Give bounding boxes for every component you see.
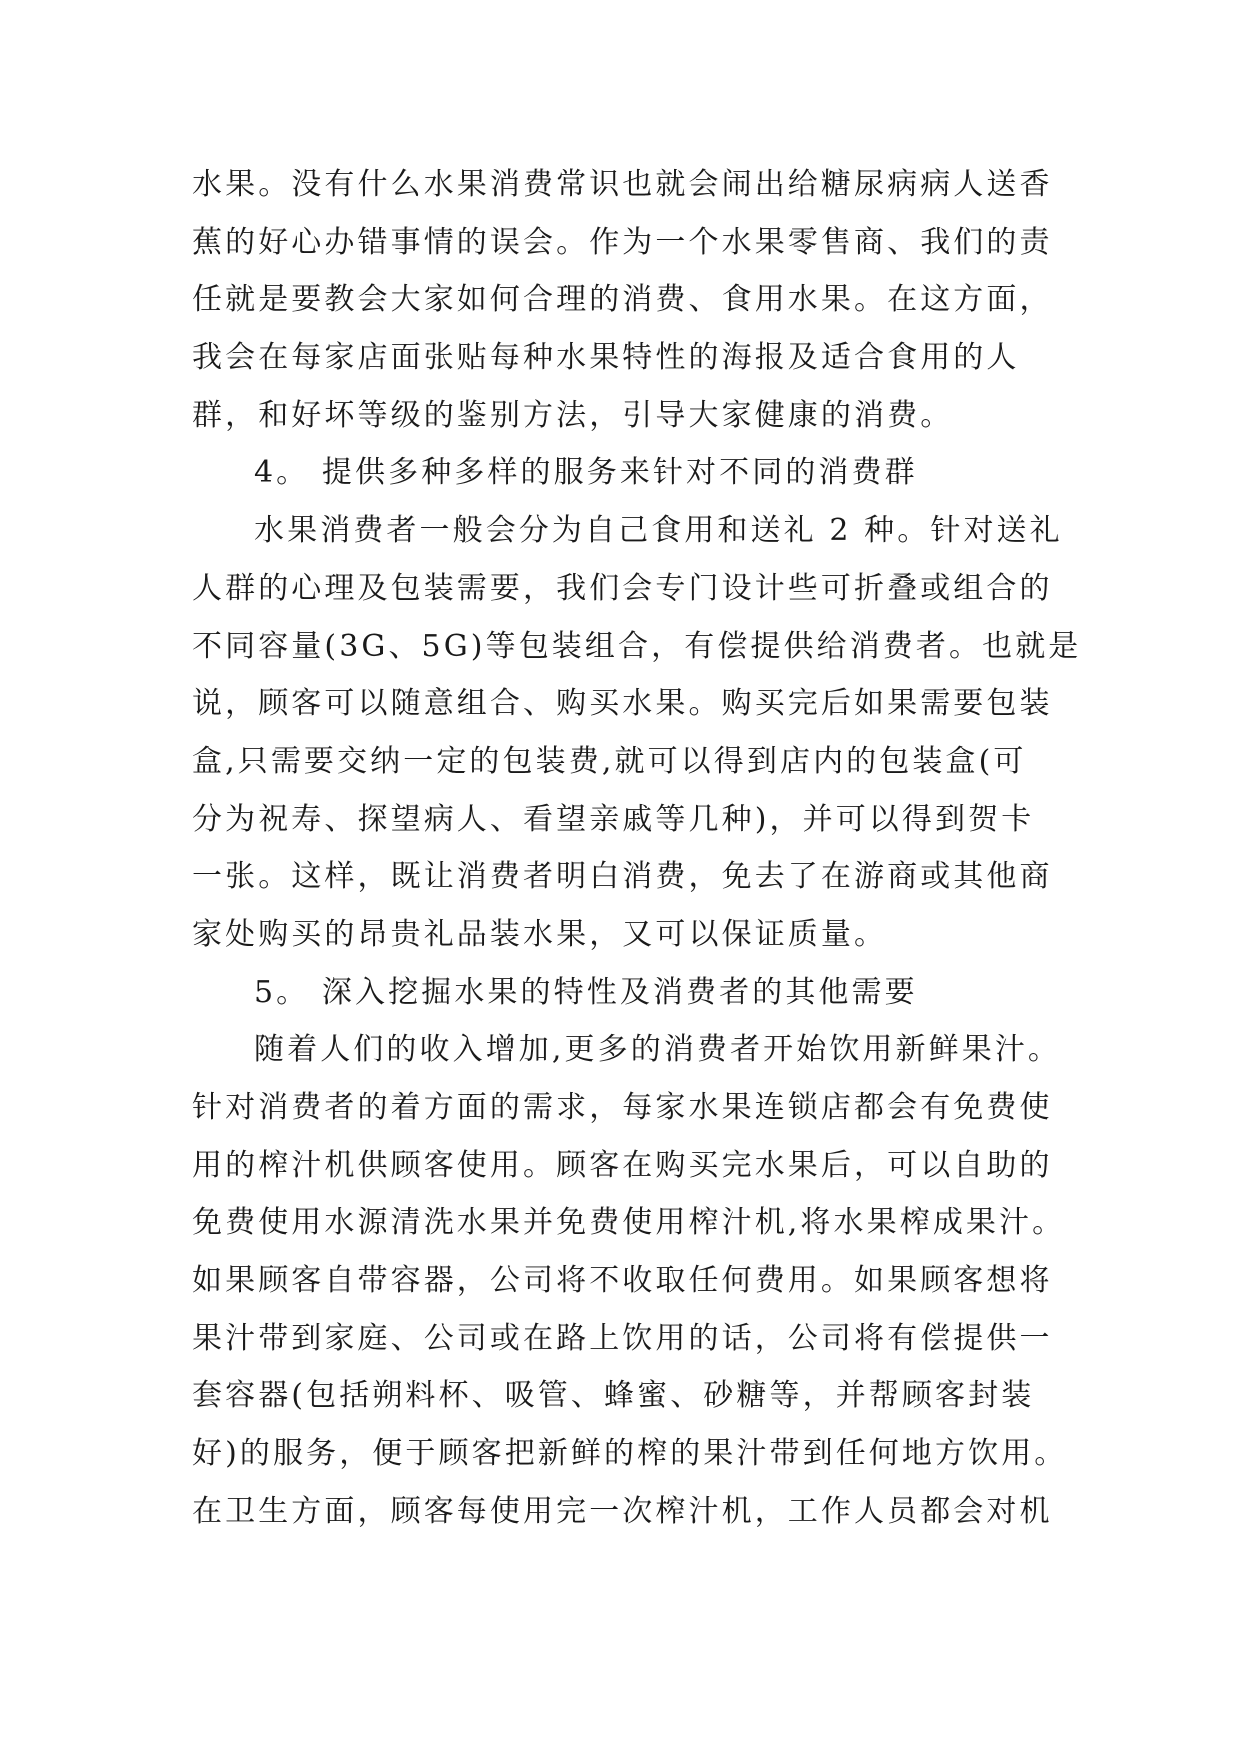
body-text xyxy=(192,156,1082,1541)
text-line: 4。 提供多种多样的服务来针对不同的消费群 xyxy=(254,455,918,491)
text-line: 人群的心理及包装需要，我们会专门设计些可折叠或组合的 xyxy=(192,570,1053,606)
text-line: 随着人们的收入增加,更多的消费者开始饮用新鲜果汁。 xyxy=(254,1032,1062,1068)
text-line: 分为祝寿、探望病人、看望亲戚等几种)，并可以得到贺卡 xyxy=(192,801,1035,837)
text-line: 用的榨汁机供顾客使用。顾客在购买完水果后，可以自助的 xyxy=(192,1147,1053,1183)
text-line: 如果顾客自带容器，公司将不收取任何费用。如果顾客想将 xyxy=(192,1263,1053,1299)
text-line: 套容器(包括朔料杯、吸管、蜂蜜、砂糖等，并帮顾客封装 xyxy=(192,1378,1035,1414)
text-line: 果汁带到家庭、公司或在路上饮用的话，公司将有偿提供一 xyxy=(192,1320,1053,1356)
text-line: 水果。没有什么水果消费常识也就会闹出给糖尿病病人送香 xyxy=(192,167,1053,202)
text-line: 针对消费者的着方面的需求，每家水果连锁店都会有免费使 xyxy=(192,1090,1053,1125)
text-line: 说，顾客可以随意组合、购买水果。购买完后如果需要包装 xyxy=(192,686,1053,722)
text-line: 5。 深入挖掘水果的特性及消费者的其他需要 xyxy=(254,974,918,1010)
text-line: 水果消费者一般会分为自己食用和送礼 2 种。针对送礼 xyxy=(254,513,1063,549)
text-line: 群，和好坏等级的鉴别方法，引导大家健康的消费。 xyxy=(192,397,954,433)
text-line: 家处购买的昂贵礼品装水果，又可以保证质量。 xyxy=(192,916,888,952)
text-line: 任就是要教会大家如何合理的消费、食用水果。在这方面， xyxy=(192,282,1053,318)
text-line: 好)的服务，便于顾客把新鲜的榨的果汁带到任何地方饮用。 xyxy=(192,1436,1068,1472)
text-line: 在卫生方面，顾客每使用完一次榨汁机，工作人员都会对机 xyxy=(192,1493,1053,1529)
text-line: 不同容量(3G、5G)等包装组合，有偿提供给消费者。也就是 xyxy=(192,628,1082,664)
text-line: 一张。这样，既让消费者明白消费，免去了在游商或其他商 xyxy=(192,859,1053,895)
text-line: 我会在每家店面张贴每种水果特性的海报及适合食用的人 xyxy=(192,340,1020,376)
text-line: 蕉的好心办错事情的误会。作为一个水果零售商、我们的责 xyxy=(192,224,1053,260)
text-line: 盒,只需要交纳一定的包装费,就可以得到店内的包装盒(可 xyxy=(192,743,1027,779)
text-line: 免费使用水源清洗水果并免费使用榨汁机,将水果榨成果汁。 xyxy=(192,1205,1066,1241)
